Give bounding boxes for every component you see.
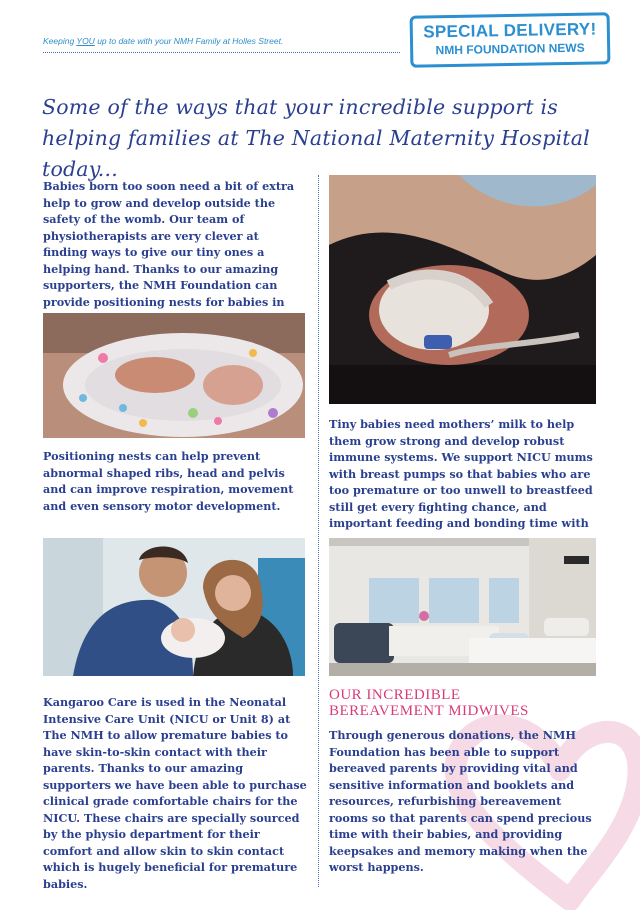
bereavement-paragraph: Through generous donations, the NMH Foundation has been able to support bereaved parents by providing vital and sensitive information and booklets and resources, refurbishing bereavement rooms so that parents can spend precious time with their babies, and providing keepsakes and memory making when the worst happens. <box>329 728 592 874</box>
header-tagline <box>43 36 283 46</box>
newsletter-stamp-logo <box>410 12 611 67</box>
nests-paragraph: Positioning nests can help prevent abnormal shaped ribs, head and pelvis and can improve respiration, movement and even sensory motor development. <box>43 449 294 513</box>
tagline-emphasis: YOU <box>76 36 95 46</box>
kangaroo-care-photo <box>43 538 305 676</box>
column-divider <box>318 175 319 887</box>
header-divider <box>43 52 400 53</box>
intro-paragraph: Babies born too soon need a bit of extra help to grow and develop outside the safety of the womb. Our team of physiotherapists are very clever at finding ways to give our tiny ones a helping hand. Thanks to our amazing supporters, the NMH Foundation can provide positioning nests for babies in <box>43 179 295 309</box>
preterm-baby-photo <box>329 175 596 404</box>
bereavement-heading-line2: BEREAVEMENT MIDWIVES <box>329 703 529 719</box>
tagline-prefix: Keeping <box>43 36 77 46</box>
bereavement-heading-line1: OUR INCREDIBLE <box>329 687 461 703</box>
milk-paragraph: Tiny babies need mothers’ milk to help them grow strong and develop robust immune systems. We support NICU mums with breast pumps so that babies who are too premature or too unwell to breastfeed still get every fighting chance, and important feeding and bonding time with <box>329 417 593 530</box>
page-headline: Some of the ways that your incredible support is helping families at The National Maternity Hospital today... <box>42 95 590 181</box>
stamp-subtitle: NMH FOUNDATION NEWS <box>435 40 585 58</box>
bereavement-room-photo <box>329 538 596 676</box>
tagline-suffix: up to date with your NMH Family at Holles Street. <box>94 36 284 46</box>
positioning-nest-photo <box>43 313 305 438</box>
kangaroo-care-paragraph: Kangaroo Care is used in the Neonatal Intensive Care Unit (NICU or Unit 8) at The NMH to allow premature babies to have skin-to-skin contact with their parents. Thanks to our amazing supporters we have been able to purchase clinical grade comfortable chairs for the NICU. These chairs are specially sourced by the physio department for their comfort and allow skin to skin contact which is hugely beneficial for premature babies. <box>43 695 307 891</box>
bereavement-heading <box>329 687 529 719</box>
stamp-title: SPECIAL DELIVERY! <box>423 19 597 42</box>
